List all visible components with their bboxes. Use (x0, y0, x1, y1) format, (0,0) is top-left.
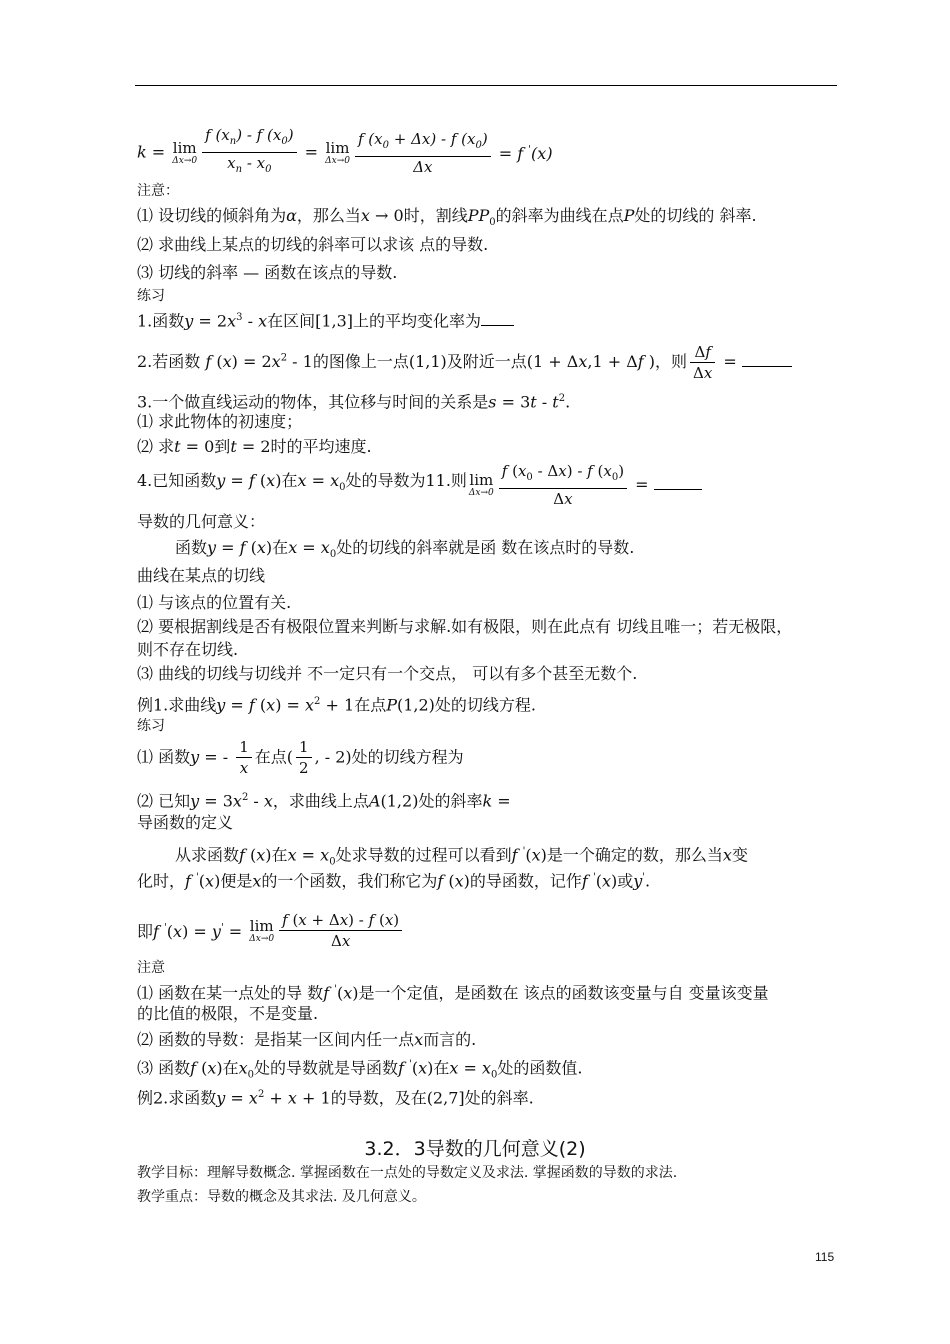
note-2-line-2: ⑵ 函数的导数：是指某一区间内任一点x而言的. (137, 1030, 477, 1049)
tangent-line-2: ⑵ 要根据割线是否有极限位置来判断与求解.如有极限，则在此点有 切线且唯一；若无极限， (137, 617, 793, 636)
exercise-title: 练习 (137, 288, 165, 304)
tangent-title: 曲线在某点的切线 (137, 566, 266, 585)
example-1: 例1.求曲线y = f $(x) = x^2 + 1$在点P(1,2)处的切线方程. (137, 695, 536, 715)
exercise-2-item-1: ⑴ 函数y = - $\frac{1}{x}$ 在点( $\frac{1}{2}$ , - 2)处的切线方程为 (137, 738, 464, 777)
header-rule (135, 85, 837, 86)
derivative-limit-formula: k = lim Δx→0 $\frac{f (x_n) - f (x_0)}{x_n - x_0}$ = lim Δx→0 $\frac{f (x_0 + \Delta x) - f (x_0)}{\Delta x}$ = f '(x) (137, 126, 553, 176)
geometric-meaning-title: 导数的几何意义： (137, 512, 266, 531)
note-2-title: 注意 (137, 960, 165, 976)
exercise-2-title: 练习 (137, 718, 165, 734)
derivative-definition-line-1: 从求函数f (x)在$x = x_0$处求导数的过程可以看到f '(x)是一个确定的数，那么当x变 (175, 845, 748, 868)
note-2-line-3: ⑶ 函数f (x)在$x_0$处的导数就是导函数f '(x)在$x = x_0$处的函数值. (137, 1058, 583, 1081)
exercise-2-item-2: ⑵ 已知$y = 3x^2 - x$，求曲线上点A(1,2)处的斜率k = (137, 791, 511, 811)
note-line-1: ⑴ 设切线的倾斜角为α，那么当x → 0时，割线$PP_0$的斜率为曲线在点P处的切线的 斜率. (137, 206, 757, 229)
exercise-3-part-2: ⑵ 求t = 0到t = 2时的平均速度. (137, 437, 372, 456)
exercise-2: 2.若函数 f $(x) = 2x^2 - 1$的图像上一点(1,1)及附近一点(1 + Δx,1 + Δf )，则 $\frac{\Delta f}{\Delta x}$ = (137, 342, 792, 383)
note-title: 注意： (137, 183, 179, 199)
exercise-3: 3.一个做直线运动的物体，其位移与时间的关系是$s = 3t - t^2$. (137, 392, 571, 412)
note-line-2: ⑵ 求曲线上某点的切线的斜率可以求该 点的导数. (137, 235, 489, 254)
note-line-3: ⑶ 切线的斜率 — 函数在该点的导数. (137, 263, 398, 282)
exercise-4: 4.已知函数y = f (x)在$x = x_0$处的导数为11.则 lim Δx→0 $\frac{f (x_0 - \Delta x) - f (x_0)}{\Delta x}$ = (137, 461, 702, 509)
derivative-function-title: 导函数的定义 (137, 813, 234, 832)
page-number: 115 (815, 1250, 835, 1264)
derivative-function-formula: 即f '(x) = y' = lim Δx→0 $\frac{f (x + \Delta x) - f (x)}{\Delta x}$ (137, 910, 405, 951)
teaching-goal: 教学目标：理解导数概念. 掌握函数在一点处的导数定义及求法. 掌握函数的导数的求法. (137, 1165, 678, 1181)
exercise-1: 1.函数$y = 2x^3 - x$在区间[1,3]上的平均变化率为 (137, 308, 514, 331)
exercise-3-part-1: ⑴ 求此物体的初速度； (137, 412, 303, 431)
example-2: 例2.求函数$y = x^2 + x + 1$的导数，及在(2,7]处的斜率. (137, 1088, 534, 1108)
geometric-meaning-line: 函数y = f (x)在$x = x_0$处的切线的斜率就是函 数在该点时的导数. (175, 538, 635, 561)
section-title: 3.2．3导数的几何意义(2) (364, 1138, 586, 1160)
teaching-focus: 教学重点：导数的概念及其求法. 及几何意义。 (137, 1189, 426, 1205)
note-2-line-1b: 的比值的极限，不是变量. (137, 1004, 319, 1023)
tangent-line-2b: 则不存在切线. (137, 640, 239, 659)
tangent-line-1: ⑴ 与该点的位置有关. (137, 593, 292, 612)
tangent-line-3: ⑶ 曲线的切线与切线并 不一定只有一个交点， 可以有多个甚至无数个. (137, 664, 638, 683)
note-2-line-1: ⑴ 函数在某一点处的导 数f '(x)是一个定值，是函数在 该点的函数该变量与自 变量该变量 (137, 983, 769, 1003)
derivative-definition-line-2: 化时，f '(x)便是x的一个函数，我们称它为f (x)的导函数，记作f '(x)或y'. (137, 871, 651, 891)
